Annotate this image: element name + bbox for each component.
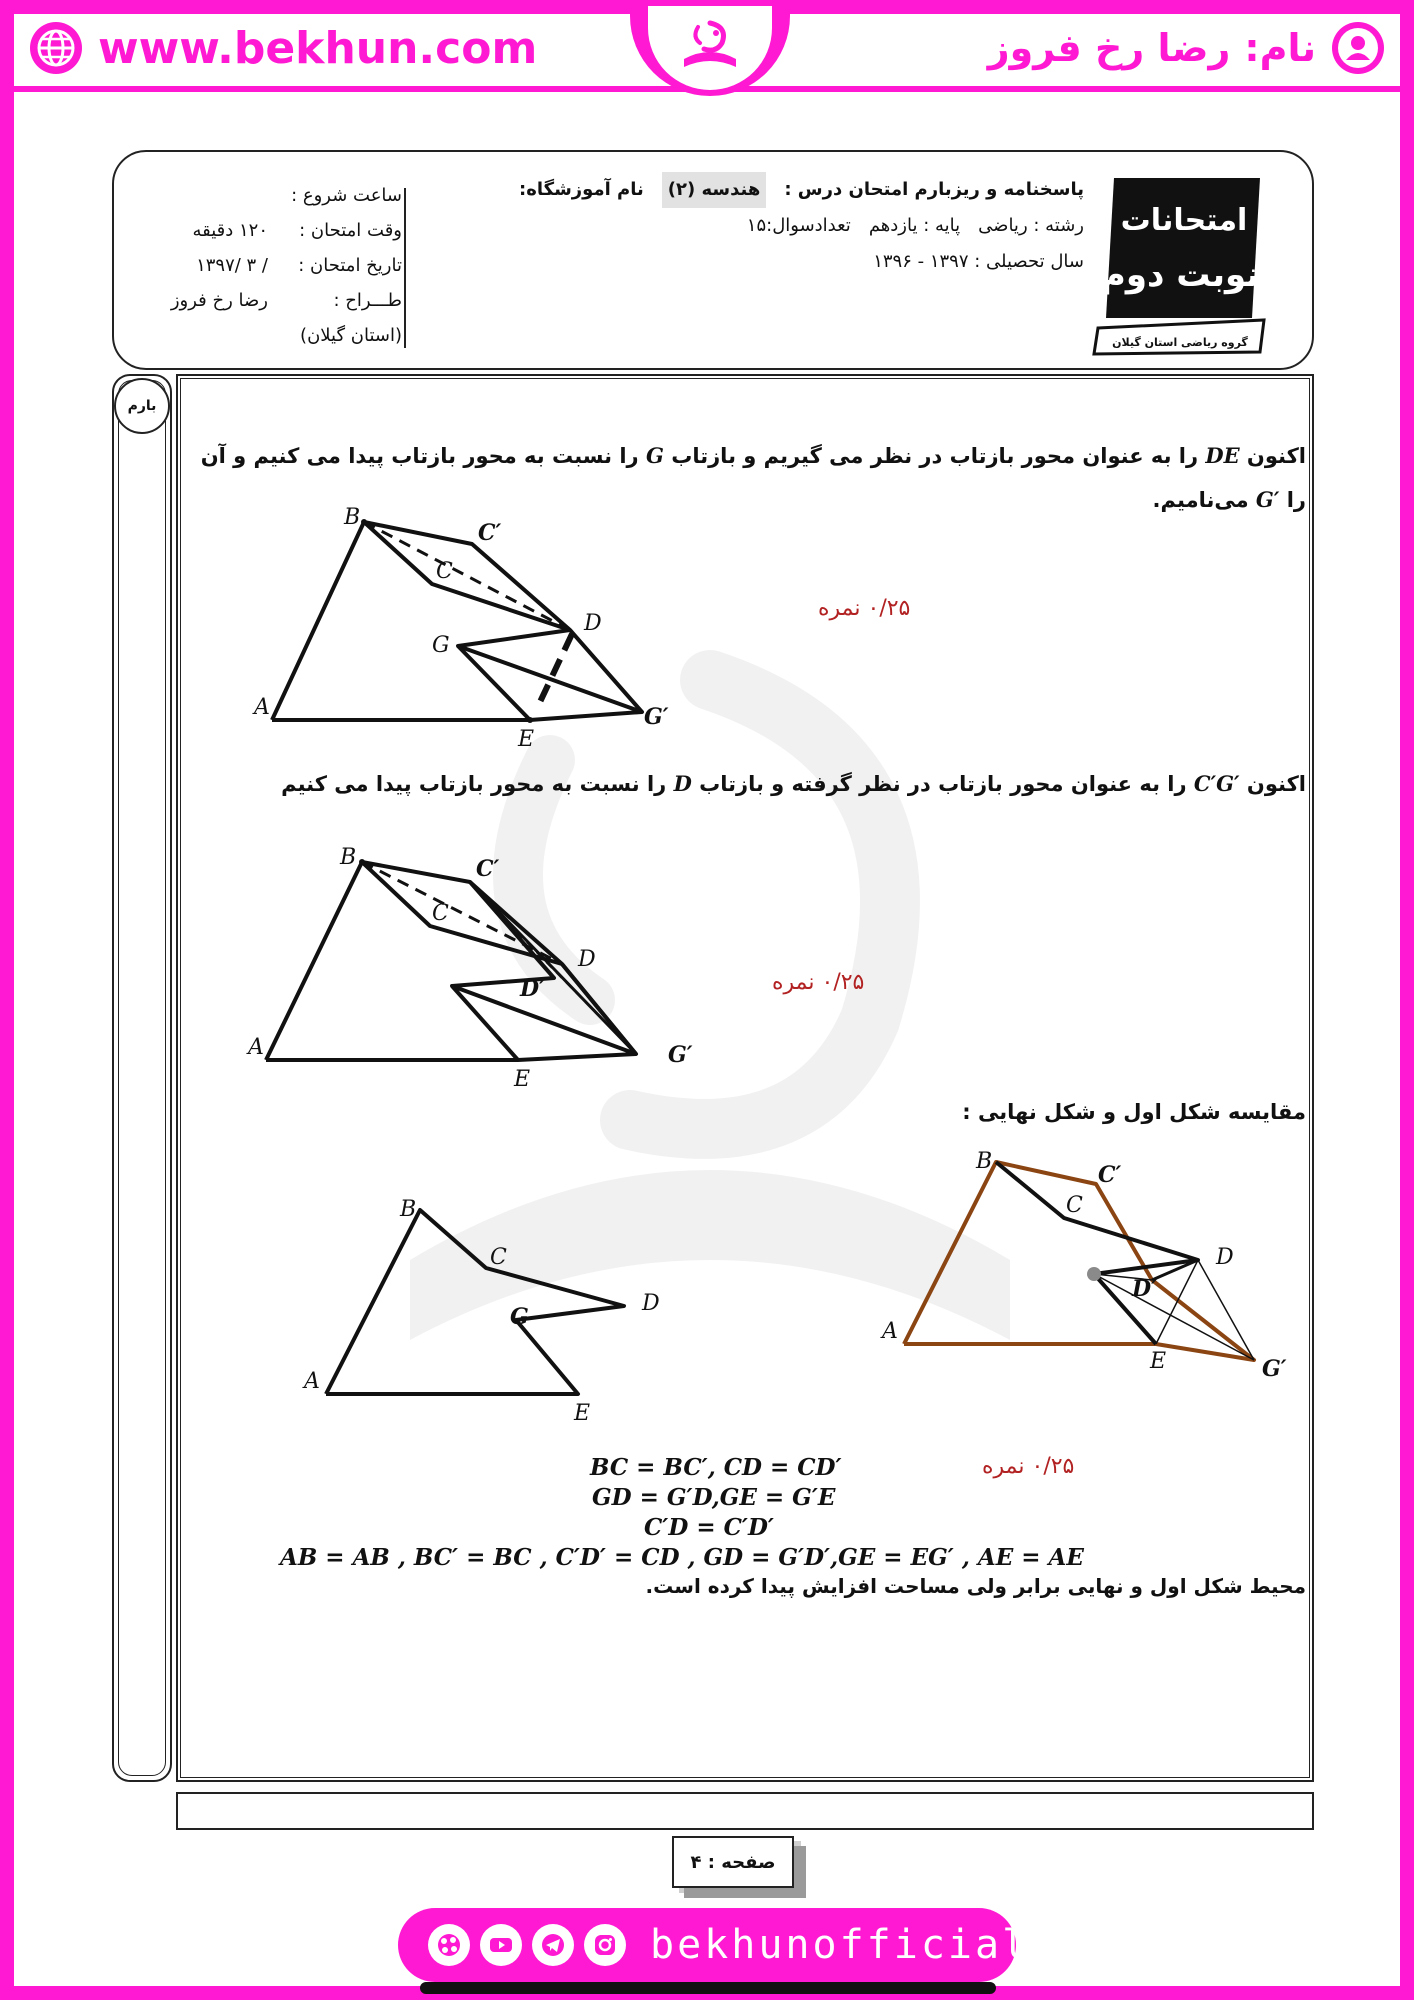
p1-b: را به عنوان محور بازتاب در نظر می گیریم و بازتاب (671, 444, 1199, 468)
p2-b: را به عنوان محور بازتاب در نظر گرفته و بازتاب (699, 772, 1187, 796)
website-link[interactable] (28, 18, 537, 78)
user-icon (1330, 20, 1386, 76)
fig3-label-c: C (490, 1245, 507, 1270)
school-label: نام آموزشگاه: (519, 179, 644, 200)
fig1-label-a: A (254, 695, 270, 720)
exam-info (519, 172, 1084, 280)
fig2-path-c-d-prime (452, 882, 636, 1054)
fig3-label-d: D (642, 1291, 660, 1316)
fig1-label-e: E (518, 727, 535, 752)
p2-c: را نسبت به محور بازتاب پیدا می کنیم (281, 772, 667, 796)
equation-1: BC = BC′, CD = CD′ (590, 1454, 842, 1481)
owner-label: نام: (1244, 26, 1316, 70)
exam-subject: هندسه (۲) (662, 172, 767, 208)
badge-line2: نوبت دوم (1100, 255, 1260, 295)
fig2-label-e: E (514, 1067, 531, 1092)
score-1: ۰/۲۵ نمره (818, 596, 911, 621)
badge-line1: امتحانات (1120, 203, 1248, 238)
instagram-icon[interactable] (584, 1924, 626, 1966)
fig1-label-g: G (432, 633, 450, 658)
fig4-label-c: C (1066, 1193, 1083, 1218)
fig3-label-g: G (510, 1304, 529, 1330)
fig1-mirror-axis (540, 634, 572, 702)
score-3: ۰/۲۵ نمره (982, 1454, 1075, 1479)
academic-year: سال تحصیلی : ۱۳۹۷ - ۱۳۹۶ (873, 251, 1084, 272)
youtube-icon[interactable] (480, 1924, 522, 1966)
duration-label: وقت امتحان : (299, 220, 402, 241)
fig2-label-c: C (432, 901, 449, 926)
fig1-path-bcd (364, 522, 570, 630)
p1-a: اکنون (1246, 444, 1306, 468)
fig4-label-a: A (882, 1319, 898, 1344)
fig4-label-b: B (976, 1149, 993, 1174)
barem-label: بارم (114, 378, 170, 434)
fig4-label-g-prime: G′ (1262, 1356, 1287, 1382)
badge-ribbon: گروه ریاضی استان گیلان (1112, 336, 1248, 349)
fig4-label-d: D (1216, 1245, 1234, 1270)
globe-icon (28, 20, 84, 76)
paragraph-2 (196, 762, 1306, 806)
social-bar[interactable] (398, 1908, 1030, 1982)
website-text: www.bekhun.com (98, 22, 538, 74)
header-divider (404, 188, 406, 348)
date-label: تاریخ امتحان : (298, 255, 402, 276)
fig2-label-d: D (578, 947, 596, 972)
fig2-axis-c-g (470, 882, 636, 1054)
equation-4: AB = AB , BC′ = BC , C′D′ = CD , GD = G′D′,GE = EG′ , AE = AE (280, 1544, 1084, 1571)
equation-3: C′D = C′D′ (644, 1514, 774, 1541)
date-value: / ۳ /۱۳۹۷ (196, 255, 268, 276)
p1-line: DE (1205, 443, 1240, 468)
fig4-label-c-prime: C′ (1098, 1162, 1122, 1188)
figure-2 (238, 840, 698, 1096)
p2-line: C′G′ (1193, 771, 1240, 796)
exam-title: پاسخنامه و ریزبارم امتحان درس : (784, 179, 1084, 200)
conclusion: محیط شکل اول و نهایی برابر ولی مساحت افزایش پیدا کرده است. (645, 1574, 1306, 1598)
province-value: (استان گیلان) (300, 325, 402, 346)
fig1-label-g-prime: G′ (644, 704, 669, 730)
fig4-thin-de (1156, 1260, 1198, 1344)
fig1-path-dgg (458, 630, 642, 712)
fig1-label-c-prime: C′ (478, 520, 502, 546)
telegram-icon[interactable] (532, 1924, 574, 1966)
exam-badge (1092, 168, 1272, 358)
p1-d: می‌نامیم. (1152, 488, 1249, 512)
fig4-label-e: E (1150, 1349, 1167, 1374)
fig2-point-b (359, 859, 365, 865)
social-shadow (420, 1982, 996, 1994)
p1-c: را نسبت به محور بازتاب پیدا می کنیم و آن را (200, 444, 1306, 512)
footer-box (176, 1792, 1314, 1830)
fig3-label-e: E (574, 1401, 591, 1426)
fig1-point-e (527, 717, 533, 723)
fig2-label-b: B (340, 845, 357, 870)
barem-column-inner (118, 380, 166, 1776)
fig1-label-d: D (584, 611, 602, 636)
fig2-label-g-prime: G′ (668, 1042, 693, 1068)
fig1-dashed-bd (364, 522, 570, 630)
designer-label: طـــراح : (333, 290, 402, 311)
aparat-icon[interactable] (428, 1924, 470, 1966)
social-handle: bekhunofficial (650, 1922, 1030, 1968)
fig2-dashed-bd (362, 862, 562, 964)
fig4-point-g (1087, 1267, 1101, 1281)
fig1-label-c: C (436, 559, 453, 584)
owner-name (988, 18, 1386, 78)
designer-value: رضا رخ فروز (170, 290, 268, 311)
fig3-outline (326, 1210, 624, 1394)
figure-4 (876, 1146, 1296, 1392)
fig4-final-outline (904, 1162, 1254, 1360)
figure-3 (296, 1192, 660, 1426)
equation-2: GD = G′D,GE = G′E (592, 1484, 836, 1511)
page-number: صفحه : ۴ (672, 1836, 794, 1888)
book-logo-icon (670, 13, 750, 83)
score-2: ۰/۲۵ نمره (772, 970, 865, 995)
p1-image: G′ (1255, 487, 1280, 512)
figure-1 (240, 500, 700, 750)
fig2-label-c-prime: C′ (476, 856, 500, 882)
paragraph-3: مقایسه شکل اول و شکل نهایی : (962, 1100, 1306, 1124)
p2-point: D (673, 771, 692, 796)
exam-grade: پایه : یازدهم (868, 215, 961, 236)
fig3-label-a: A (304, 1369, 320, 1394)
fig1-point-b (361, 519, 367, 525)
p2-a: اکنون (1246, 772, 1306, 796)
start-time-label: ساعت شروع : (291, 185, 402, 206)
fig1-label-b: B (344, 505, 361, 530)
fig3-label-b: B (400, 1197, 417, 1222)
fig2-label-d-prime: D′ (520, 976, 545, 1002)
exam-schedule (120, 178, 402, 353)
duration-value: ۱۲۰ دقیقه (192, 220, 268, 241)
social-icons (428, 1924, 626, 1966)
owner-name-text: رضا رخ فروز (987, 26, 1231, 70)
question-count: تعدادسوال:۱۵ (746, 215, 851, 236)
exam-field: رشته : ریاضی (978, 215, 1084, 236)
fig4-label-d-prime: D′ (1132, 1276, 1157, 1302)
p1-point: G (645, 443, 664, 468)
fig2-label-a: A (248, 1035, 264, 1060)
